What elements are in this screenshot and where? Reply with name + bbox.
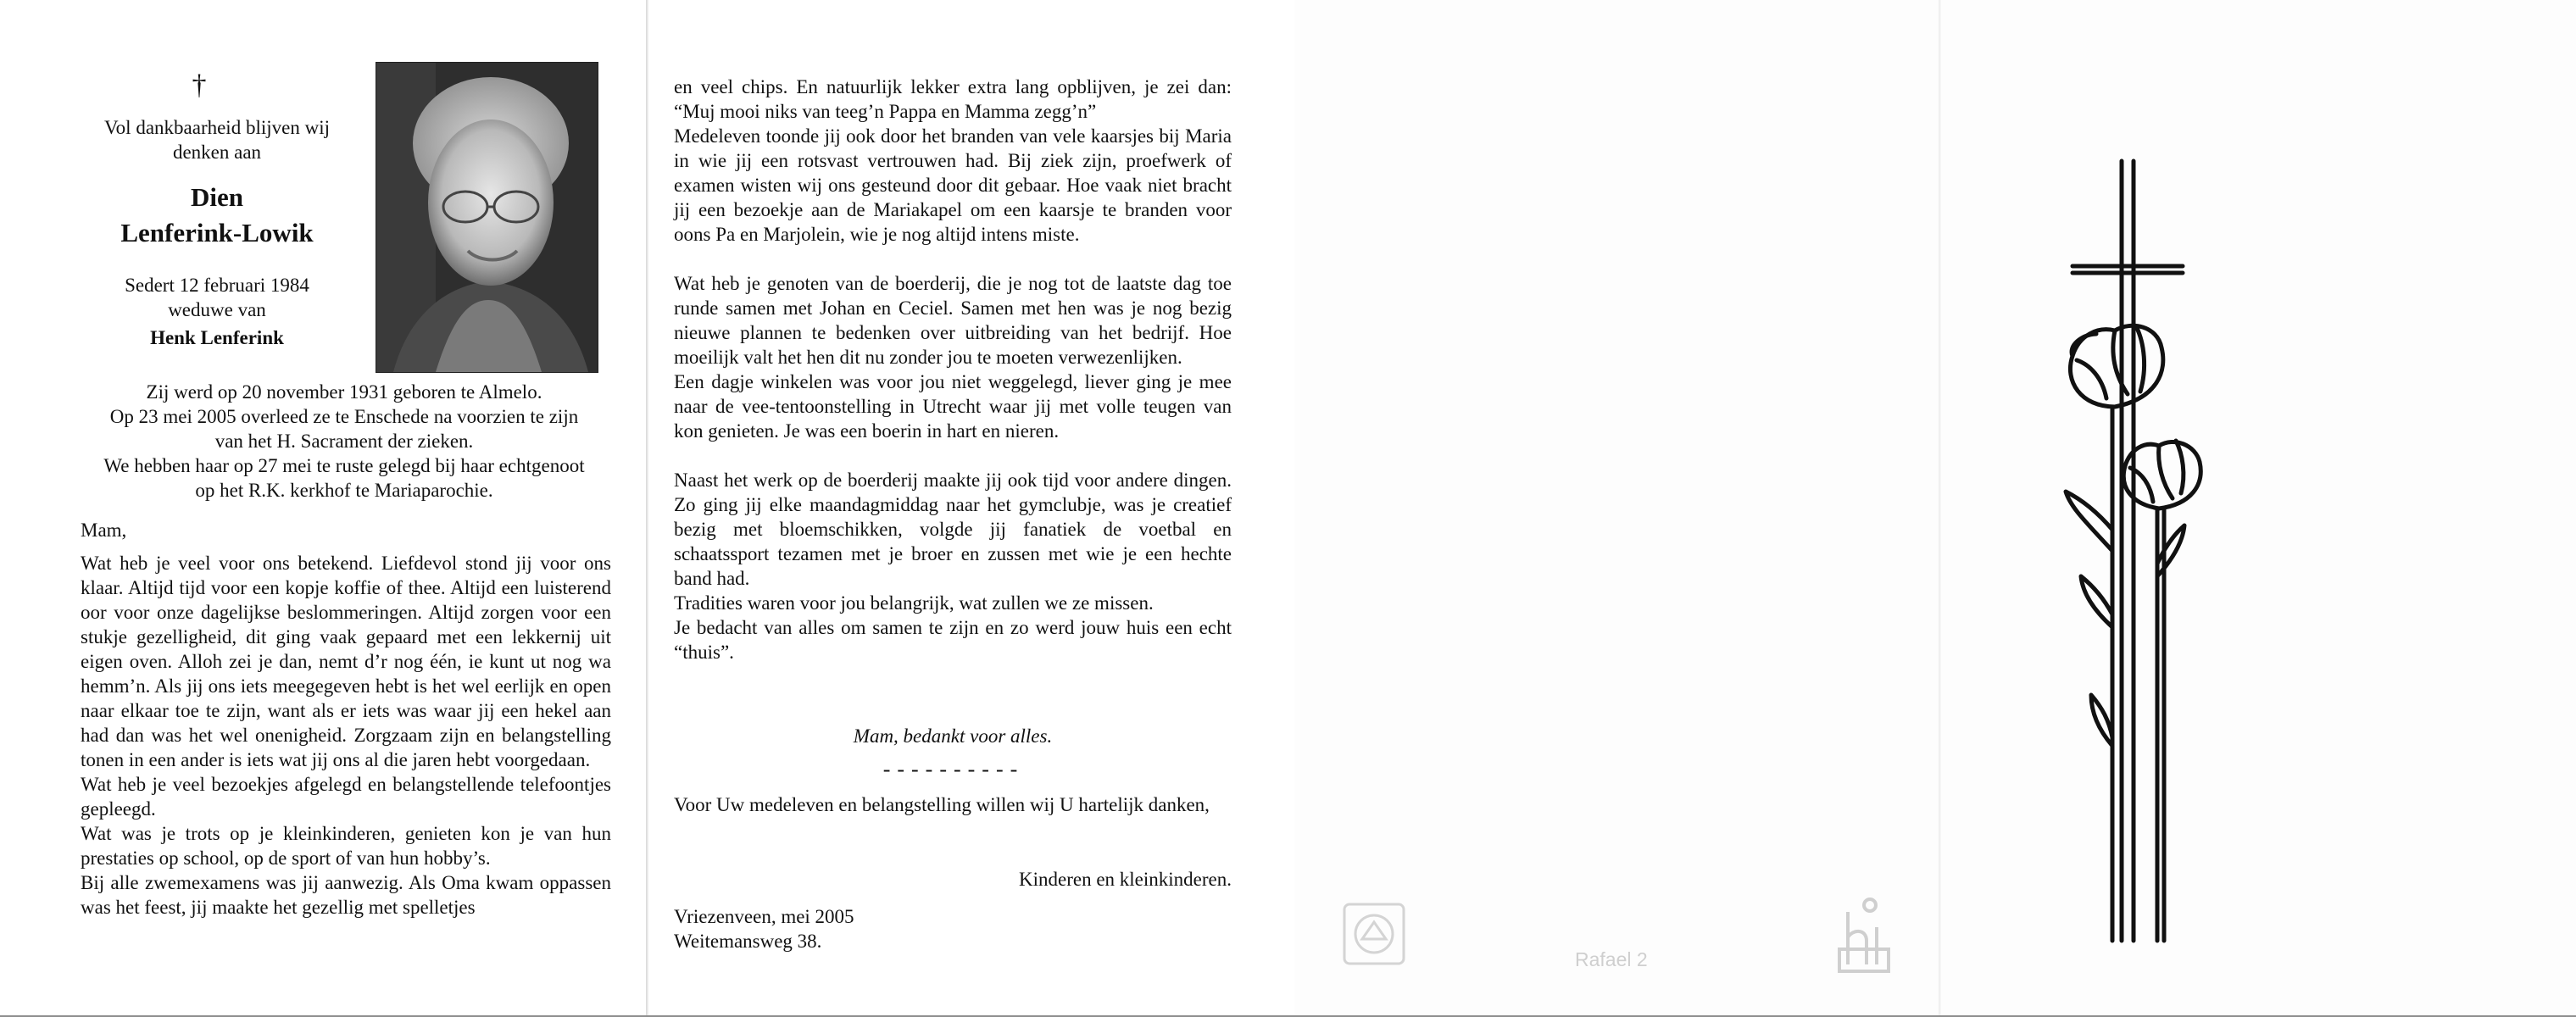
paragraph: Wat heb je veel bezoekjes afgelegd en belangstellende telefoontjes gepleegd. xyxy=(81,774,611,820)
paragraph: Wat heb je veel voor ons betekend. Liefdevol stond jij voor ons klaar. Altijd tijd voor een kopje koffie of thee. Altijd een luisterend oor voor onze dagelijkse beslommeringen. Altijd zorgen voor een stukje gezelligheid, dit ging vaak gepaard met een lekkernij uit eigen oven. Alloh zei je dan, nemt d’r nog één, ie kunt ut nog wa hemm’n. Als jij ons iets meegegeven hebt is het wel eerlijk en open naar elkaar toe te zijn, want als er iets was waar jij een hekel aan had dan was het wel onenigheid. Zorgzaam zijn en belangstelling tonen in een ander is iets wat jij ons al die jaren hebt voorgedaan. xyxy=(81,553,611,770)
printer-seal-logo xyxy=(1342,902,1406,966)
thanks-italic: Mam, bedankt voor alles. xyxy=(853,725,1053,747)
fold-line xyxy=(1939,0,1941,1015)
widow-of-line: weduwe van xyxy=(168,299,266,320)
fact-line: van het H. Sacrament der zieken. xyxy=(214,431,474,452)
cross-with-roses-icon xyxy=(2030,153,2284,953)
paragraph: Een dagje winkelen was voor jou niet weggelegd, liever ging je mee naar de vee-tentoonstelling in Utrecht waar jij met volle teugen van kon genieten. Je was een boerin in hart en nieren. xyxy=(674,371,1232,442)
signoff: Kinderen en kleinkinderen. xyxy=(1019,869,1232,890)
fact-line: op het R.K. kerkhof te Mariaparochie. xyxy=(195,480,493,501)
since-line: Sedert 12 februari 1984 xyxy=(125,275,309,296)
paragraph: Naast het werk op de boerderij maakte jij ook tijd voor andere dingen. Zo ging jij elke maandagmiddag naar het gymclubje, was je creatief bezig met bloemschikken, volgde jij fanatiek de voetbal en schaatssport tezamen met je broer en zussen met wie je een hechte band had. xyxy=(674,470,1232,589)
fact-line: Op 23 mei 2005 overleed ze te Enschede na voorzien te zijn xyxy=(109,406,579,427)
final-thanks: Voor Uw medeleven en belangstelling willen wij U hartelijk danken, xyxy=(674,794,1210,815)
intro-line: Vol dankbaarheid blijven wij xyxy=(104,117,330,138)
dashed-divider: ---------- xyxy=(882,757,1025,781)
salutation: Mam, xyxy=(81,520,127,541)
first-name: Dien xyxy=(191,182,243,212)
paragraph: Bij alle zwemexamens was jij aanwezig. Als Oma kwam oppassen was het feest, jij maakte het gezellig met spelletjes xyxy=(81,872,611,918)
card-cover-spread xyxy=(1294,0,2576,1015)
intro-line: denken aan xyxy=(172,142,262,163)
deceased-name xyxy=(76,180,358,251)
fold-line xyxy=(646,0,648,1015)
life-facts xyxy=(76,380,612,503)
husband-name: Henk Lenferink xyxy=(150,327,284,348)
intro-text xyxy=(76,115,358,164)
paragraph: Wat heb je genoten van de boerderij, die je nog tot de laatste dag toe runde samen met Johan en Ceciel. Samen met hen was je nog bezig nieuwe plannen te bedenken over uitbreiding van het bedrijf. Hoe moeilijk valt het hen dit nu zonder jou te moeten verwezenlijken. xyxy=(674,273,1232,368)
fact-line: We hebben haar op 27 mei te ruste gelegd bij haar echtgenoot xyxy=(103,455,585,476)
paragraph: Medeleven toonde jij ook door het branden van vele kaarsjes bij Maria in wie jij een rotsvast vertrouwen had. Bij ziek zijn, proefwerk of examen wisten wij ons gesteund door dit gebaar. Hoe vaak niet bracht jij een bezoekje aan de Mariakapel om een kaarsje te branden voor oons Pa en Marjolein, wie je nog altijd intens miste. xyxy=(674,125,1232,245)
paragraph: Tradities waren voor jou belangrijk, wat zullen we ze missen. xyxy=(674,592,1154,614)
widow-since xyxy=(76,273,358,322)
memorial-text-right xyxy=(674,75,1232,664)
cross-symbol: † xyxy=(192,69,207,101)
series-label: Rafael 2 xyxy=(1575,948,1648,970)
memorial-text-left xyxy=(81,551,611,920)
fact-line: Zij werd op 20 november 1931 geboren te Almelo. xyxy=(146,381,542,403)
portrait-photo xyxy=(376,62,598,373)
place-date: Vriezenveen, mei 2005 xyxy=(674,906,854,927)
printer-hi-logo xyxy=(1836,897,1895,975)
paragraph: en veel chips. En natuurlijk lekker extra lang opblijven, je zei dan: “Muj mooi niks van teeg’n Pappa en Mamma zegg’n” xyxy=(674,76,1232,122)
paragraph: Je bedacht van alles om samen te zijn en zo werd jouw huis een echt “thuis”. xyxy=(674,617,1232,663)
address: Weitemansweg 38. xyxy=(674,931,822,952)
portrait-image xyxy=(376,63,598,372)
paragraph: Wat was je trots op je kleinkinderen, genieten kon je van hun prestaties op school, op de sport of van hun hobby’s. xyxy=(81,823,611,869)
surname: Lenferink-Lowik xyxy=(120,218,314,247)
